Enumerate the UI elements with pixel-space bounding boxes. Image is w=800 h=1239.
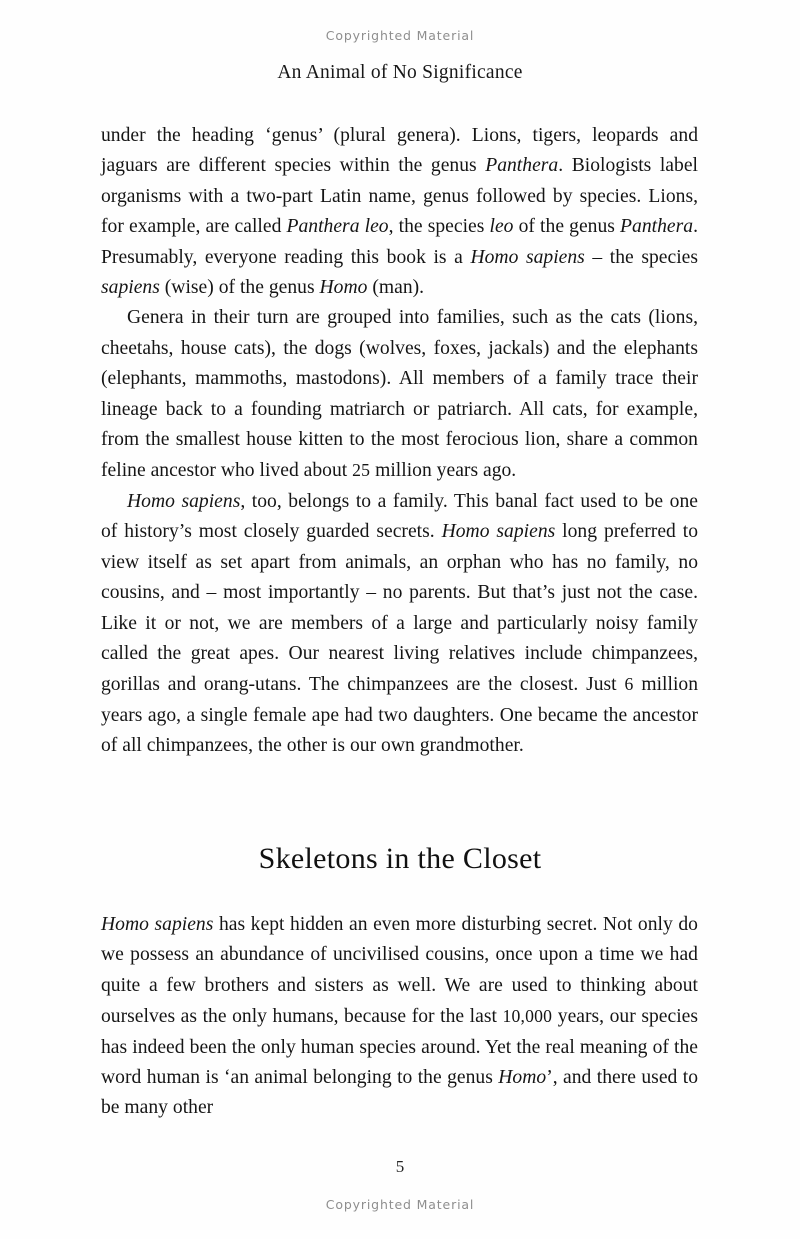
paragraph-3: Homo sapiens, too, belongs to a family. This banal fact used to be one of history’s most closely guarded secrets. Homo sapiens long preferred to view itself as set apart from animals, an orphan who has no family, no cousins, and – most importantly – no parents. But that’s just not the case. Like it or not, we are members of a large and particularly noisy family called the great apes. Our nearest living relatives include chimpanzees, gorillas and orang-utans. The chimpanzees are the closest. Just 6 million years ago, a single female ape had two daughters. One became the ancestor of all chimpanzees, the other is our own grandmother.: [101, 490, 699, 757]
copyright-stamp-bottom: Copyrighted Material: [325, 1197, 475, 1212]
italic-term-panthera-leo: Panthera leo: [286, 216, 389, 238]
section-heading-skeletons-in-the-closet: Skeletons in the Closet: [258, 842, 542, 875]
page-number-folio: 5: [395, 1157, 405, 1176]
italic-term-homo-sapiens: Homo sapiens: [470, 246, 585, 268]
italic-term-sapiens: sapiens: [101, 277, 160, 299]
italic-term-leo: leo: [489, 216, 514, 238]
italic-term-homo-sapiens-3: Homo sapiens: [441, 521, 556, 543]
copyright-stamp-top: Copyrighted Material: [325, 28, 475, 43]
running-head-chapter-title: An Animal of No Significance: [277, 62, 523, 83]
paragraph-4: Homo sapiens has kept hidden an even more disturbing secret. Not only do we possess an abundance of uncivilised cousins, once upon a time we had quite a few brothers and sisters as well. We are used to thinking about ourselves as the only humans, because for the last 10,000 years, our species has indeed been the only human species around. Yet the real meaning of the word human is ‘an animal belonging to the genus Homo’, and there used to be many other: [101, 914, 698, 1119]
italic-term-homo: Homo: [319, 277, 368, 299]
body-text-block-lower: [101, 910, 698, 1124]
italic-term-homo-sapiens-2: Homo sapiens: [127, 490, 241, 512]
italic-term-panthera-2: Panthera: [620, 216, 694, 238]
italic-term-homo-2: Homo: [498, 1067, 547, 1089]
italic-term-homo-sapiens-4: Homo sapiens: [101, 914, 214, 935]
paragraph-2: Genera in their turn are grouped into families, such as the cats (lions, cheetahs, house cats), the dogs (wolves, foxes, jackals) and the elephants (elephants, mammoths, mastodons). All members of a family trace their lineage back to a founding matriarch or patriarch. All cats, for example, from the smallest house kitten to the most ferocious lion, share a common feline ancestor who lived about 25 million years ago.: [101, 307, 698, 482]
number-6-million: 6: [624, 674, 634, 695]
body-text-block-upper: [101, 121, 698, 762]
paragraph-1: under the heading ‘genus’ (plural genera). Lions, tigers, leopards and jaguars are different species within the genus Panthera. Biologists label organisms with a two-part Latin name, genus followed by species. Lions, for example, are called Panthera leo, the species leo of the genus Panthera. Presumably, everyone reading this book is a Homo sapiens – the species sapiens (wise) of the genus Homo (man).: [101, 125, 698, 299]
number-10000-years: 10,000: [502, 1006, 553, 1027]
number-25-million: 25: [352, 460, 371, 481]
italic-term-panthera: Panthera: [485, 155, 559, 177]
